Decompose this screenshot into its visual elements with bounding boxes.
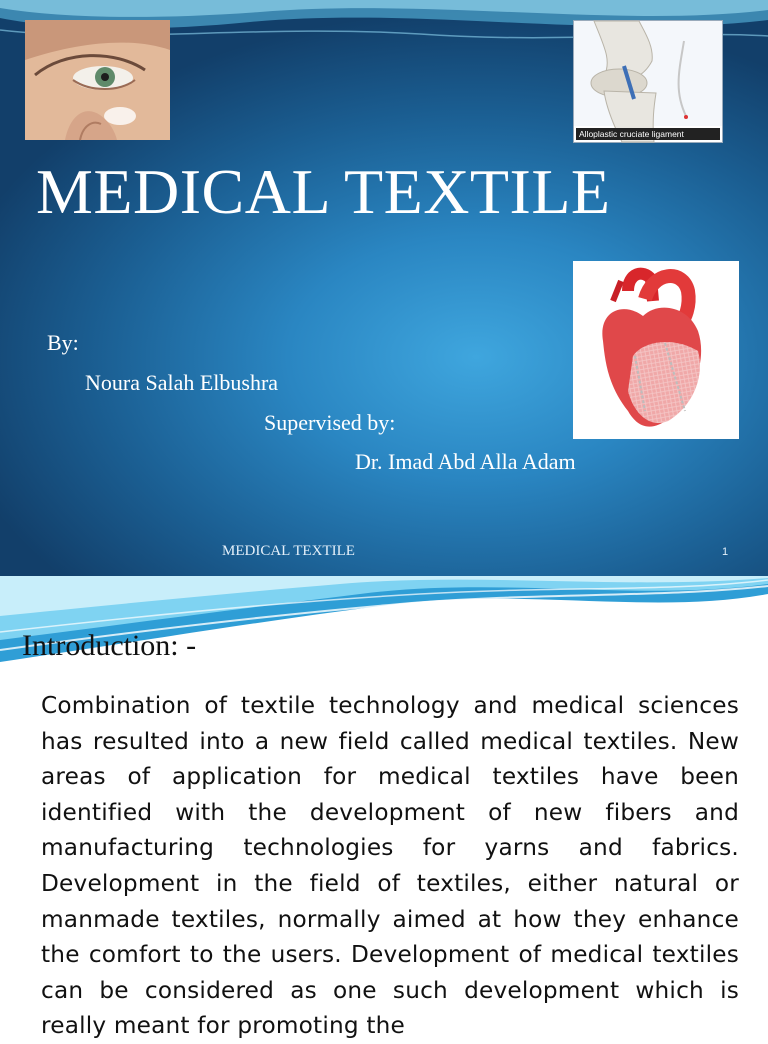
body-paragraph: Combination of textile technology and medical sciences has resulted into a new field called medical textiles. New areas of application for medical textiles have been identified with the development of new fibers and manufacturing technologies for yarns and fabrics. Development in the field of textiles, either natural or manmade textiles, normally aimed at how they enhance the comfort to the users. Development of medical textiles can be considered as one such development which is really meant for promoting the — [41, 692, 739, 1040]
eye-contact-lens-photo — [25, 20, 170, 140]
author-name: Noura Salah Elbushra — [85, 370, 279, 395]
page-number: 1 — [722, 546, 729, 558]
eye-contact-lens-illustration — [25, 20, 170, 140]
supervisor-name: Dr. Imad Abd Alla Adam — [355, 449, 576, 474]
knee-joint-illustration — [574, 21, 722, 142]
section-heading: Introduction: - — [22, 629, 197, 662]
supervised-by-label: Supervised by: — [264, 410, 396, 435]
heart-mesh-illustration — [573, 261, 739, 439]
by-label: By: — [47, 330, 79, 355]
knee-photo-caption: Alloplastic cruciate ligament — [576, 128, 720, 140]
knee-ligament-photo — [573, 20, 723, 143]
heart-textile-photo — [573, 261, 739, 439]
slide-footer: MEDICAL TEXTILE — [222, 543, 355, 559]
introduction-slide — [0, 576, 768, 1040]
slide-title: MEDICAL TEXTILE — [36, 156, 611, 227]
